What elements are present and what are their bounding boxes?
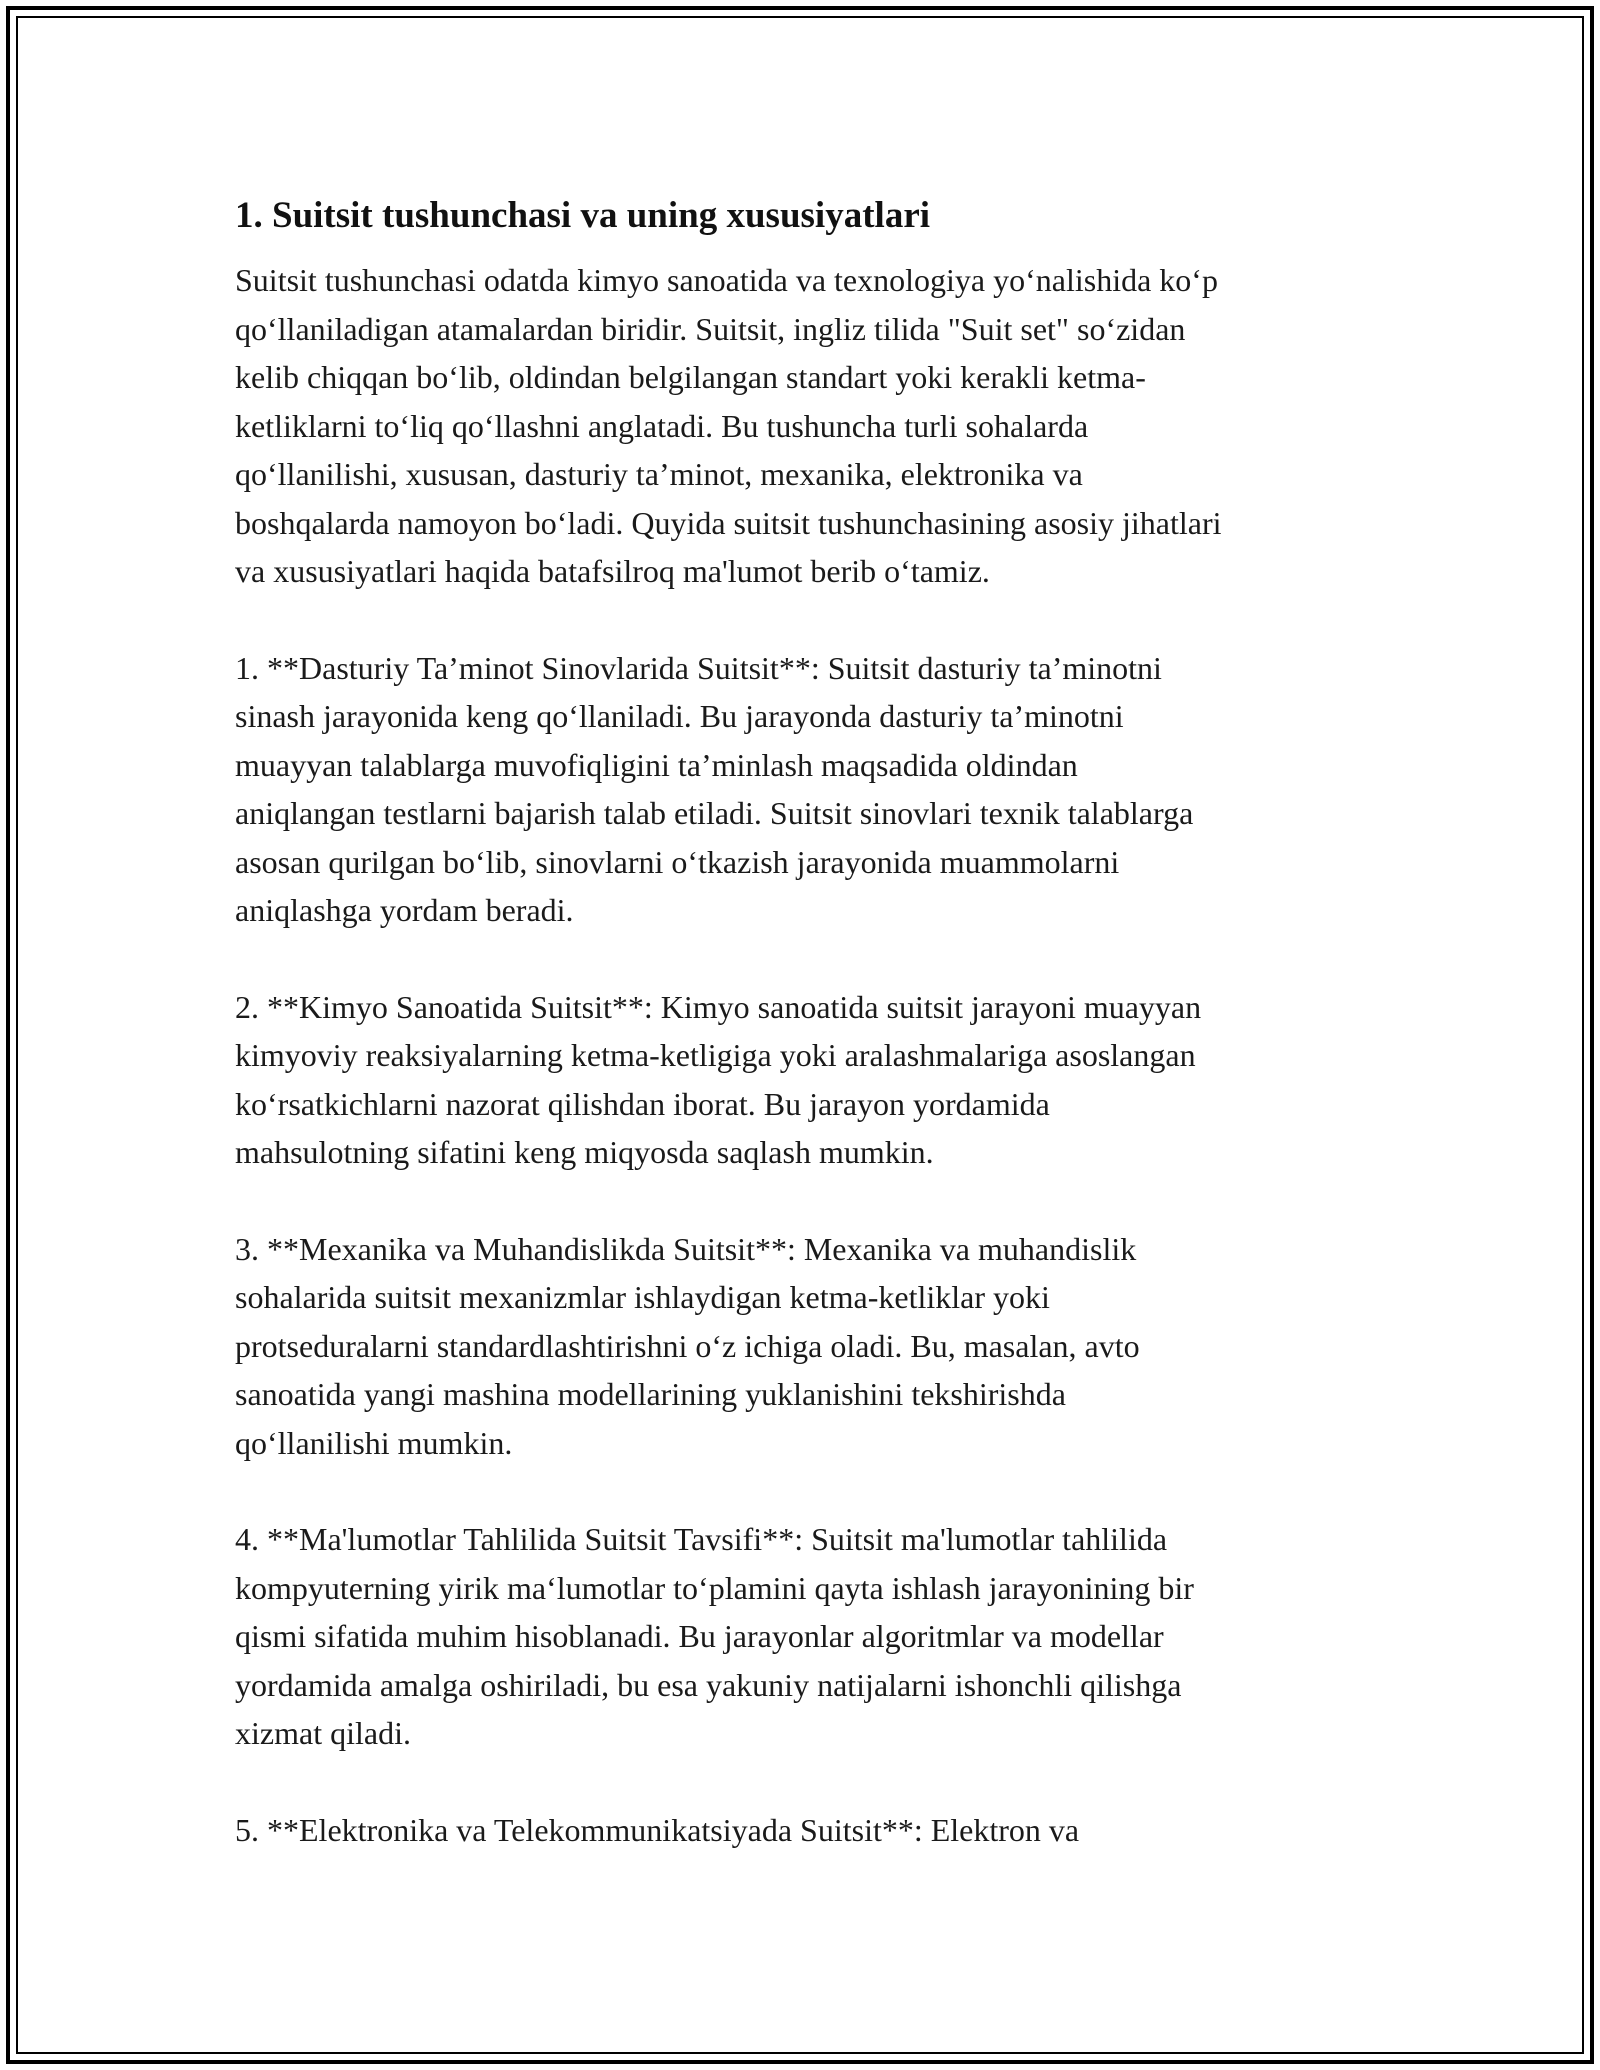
text-line: 3. **Mexanika va Muhandislikda Suitsit**: Mexanika va muhandislik: [235, 1230, 1137, 1267]
list-item-4: [235, 1515, 1375, 1758]
text-line: qo‘llanilishi, xususan, dasturiy ta’minot, mexanika, elektronika va: [235, 456, 1083, 492]
list-item-2: [235, 983, 1375, 1177]
text-line: asosan qurilgan bo‘lib, sinovlarni o‘tkazish jarayonida muammolarni: [235, 843, 1120, 880]
text-line: boshqalarda namoyon bo‘ladi. Quyida suitsit tushunchasining asosiy jihatlari: [235, 504, 1222, 541]
text-line: ketliklarni to‘liq qo‘llashni anglatadi. Bu tushuncha turli sohalarda: [235, 407, 1089, 444]
text-line: qo‘llanilishi mumkin.: [235, 1424, 513, 1461]
text-line: kelib chiqqan bo‘lib, oldindan belgilangan standart yoki kerakli ketma-: [235, 359, 1146, 395]
text-line: sinash jarayonida keng qo‘llaniladi. Bu jarayonda dasturiy ta’minotni: [235, 698, 1124, 734]
text-line: yordamida amalga oshiriladi, bu esa yakuniy natijalarni ishonchli qilishga: [235, 1666, 1182, 1703]
text-line: 1. **Dasturiy Ta’minot Sinovlarida Suitsit**: Suitsit dasturiy ta’minotni: [235, 649, 1162, 686]
paragraph-list: [235, 256, 1375, 1854]
text-line: qismi sifatida muhim hisoblanadi. Bu jarayonlar algoritmlar va modellar: [235, 1618, 1164, 1654]
text-line: Suitsit tushunchasi odatda kimyo sanoatida va texnologiya yo‘nalishida ko‘p: [235, 262, 1218, 298]
text-line: muayyan talablarga muvofiqligini ta’minlash maqsadida oldindan: [235, 746, 1078, 783]
text-line: 5. **Elektronika va Telekommunikatsiyada Suitsit**: Elektron va: [235, 1811, 1080, 1848]
text-line: va xususiyatlari haqida batafsilroq ma'lumot berib o‘tamiz.: [235, 553, 990, 589]
text-line: aniqlangan testlarni bajarish talab etiladi. Suitsit sinovlari texnik talablarga: [235, 795, 1194, 831]
document-body: [235, 188, 1375, 1902]
text-line: sanoatida yangi mashina modellarining yuklanishini tekshirishda: [235, 1376, 1066, 1412]
text-line: qo‘llaniladigan atamalardan biridir. Suitsit, ingliz tilida "Suit set" so‘zidan: [235, 310, 1186, 347]
text-line: ko‘rsatkichlarni nazorat qilishdan iborat. Bu jarayon yordamida: [235, 1085, 1050, 1122]
text-line: xizmat qiladi.: [235, 1715, 411, 1751]
list-item-3: [235, 1225, 1375, 1468]
list-item-1: [235, 644, 1375, 935]
document-title: 1. Suitsit tushunchasi va uning xususiyatlari: [235, 195, 931, 236]
text-line: kompyuterning yirik ma‘lumotlar to‘plamini qayta ishlash jarayonining bir: [235, 1569, 1194, 1606]
text-line: aniqlashga yordam beradi.: [235, 892, 574, 928]
list-item-5: [235, 1806, 1375, 1855]
text-line: sohalarida suitsit mexanizmlar ishlaydigan ketma-ketliklar yoki: [235, 1279, 1050, 1315]
intro-paragraph: [235, 256, 1375, 596]
text-line: protseduralarni standardlashtirishni o‘z ichiga oladi. Bu, masalan, avto: [235, 1327, 1140, 1364]
text-line: mahsulotning sifatini keng miqyosda saqlash mumkin.: [235, 1134, 934, 1170]
text-line: kimyoviy reaksiyalarning ketma-ketligiga yoki aralashmalariga asoslangan: [235, 1037, 1196, 1073]
text-line: 4. **Ma'lumotlar Tahlilida Suitsit Tavsifi**: Suitsit ma'lumotlar tahlilida: [235, 1521, 1168, 1557]
text-line: 2. **Kimyo Sanoatida Suitsit**: Kimyo sanoatida suitsit jarayoni muayyan: [235, 988, 1202, 1025]
